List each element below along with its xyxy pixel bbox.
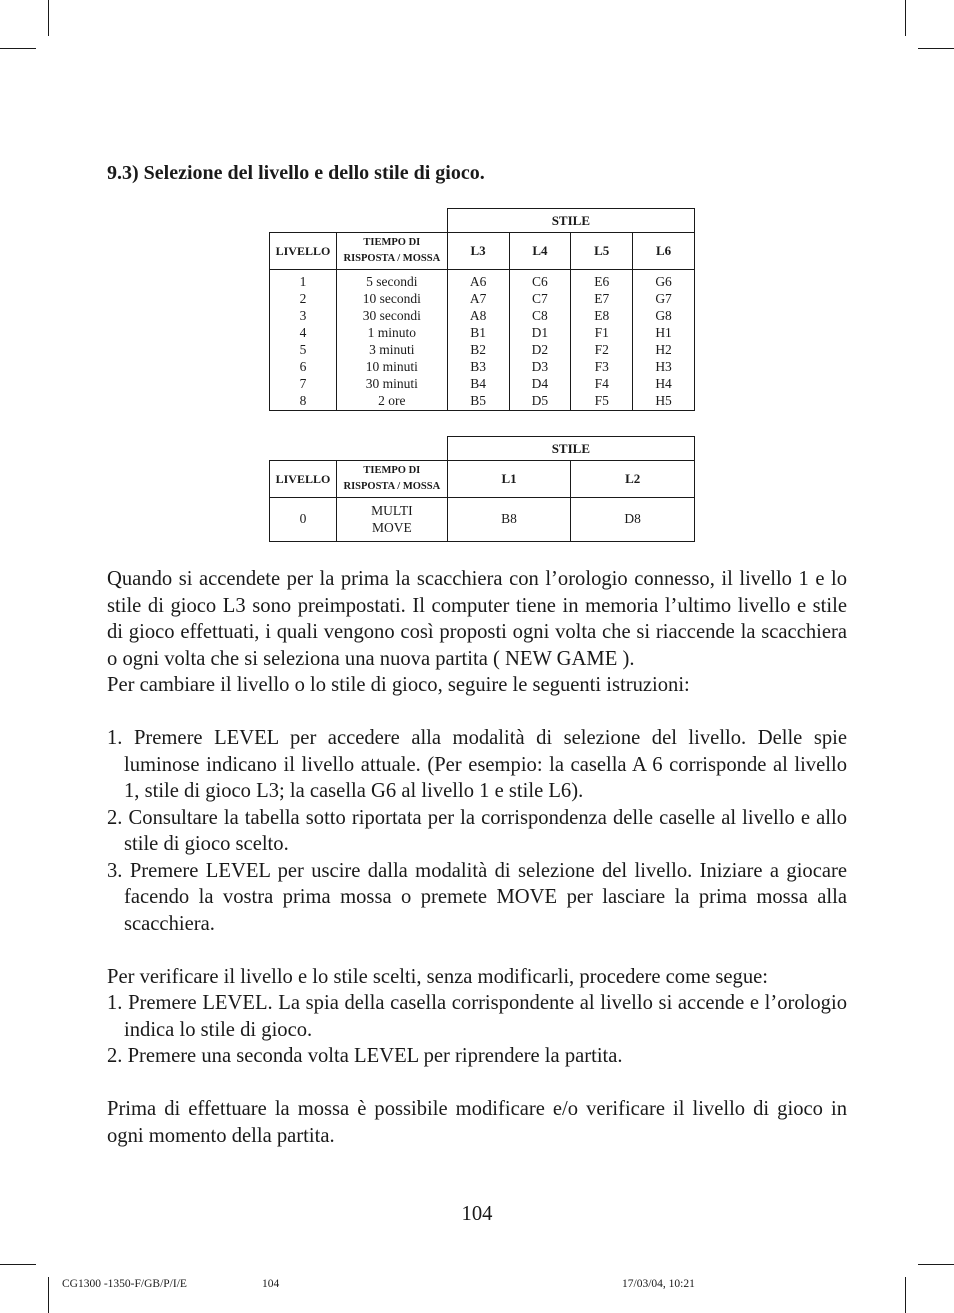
table-row [270, 376, 695, 393]
table-cell: D2 [509, 342, 571, 359]
table-cell: E6 [571, 274, 633, 291]
table-cell: B3 [447, 359, 509, 376]
table-cell: A8 [447, 308, 509, 325]
table-cell: 2 ore [336, 393, 447, 411]
table-cell: D5 [509, 393, 571, 411]
table-cell: H1 [633, 325, 695, 342]
table-cell: B5 [447, 393, 509, 411]
table-cell: F3 [571, 359, 633, 376]
table-cell: D3 [509, 359, 571, 376]
footer-page: 104 [262, 1278, 280, 1290]
table-row [270, 325, 695, 342]
table-cell: F4 [571, 376, 633, 393]
table-cell: A6 [447, 274, 509, 291]
list-item: 2. Premere una seconda volta LEVEL per riprendere la partita. [107, 1045, 623, 1067]
table-cell: D1 [509, 325, 571, 342]
table-cell: G8 [633, 308, 695, 325]
table-row [270, 291, 695, 308]
list-item: 1. Premere LEVEL per accedere alla modalità di selezione del livello. Delle spie luminose indicano il livello attuale. (Per esempio: la casella A 6 corrisponde al livello 1, stile di gioco L3; la casella G6 al livello 1 e stile L6). [107, 727, 847, 802]
table-cell: C8 [509, 308, 571, 325]
list-item: 3. Premere LEVEL per uscire dalla modalità di selezione del livello. Iniziare a giocare facendo la vostra prima mossa o premete MOVE per lasciare la prima mossa alla scacchiera. [107, 859, 847, 935]
table-cell: F1 [571, 325, 633, 342]
crop-mark [918, 1264, 954, 1265]
page-number: 104 [461, 1203, 493, 1225]
table-cell: 0 [270, 498, 337, 542]
crop-mark [0, 1264, 36, 1265]
tempo-header: TIEMPO DI RISPOSTA / MOSSA [336, 461, 447, 498]
table-cell: 8 [270, 393, 337, 411]
table-row [270, 359, 695, 376]
table-cell: 10 secondi [336, 291, 447, 308]
footer-code: CG1300 -1350-F/GB/P/I/E [62, 1278, 187, 1290]
table-cell: 5 [270, 342, 337, 359]
body-text [107, 566, 847, 1149]
table-cell: G6 [633, 274, 695, 291]
crop-mark [918, 48, 954, 49]
table-cell: F2 [571, 342, 633, 359]
section-heading: 9.3) Selezione del livello e dello stile di gioco. [107, 162, 485, 184]
level-style-table-1 [269, 208, 695, 411]
livello-header: LIVELLO [270, 233, 337, 270]
table-cell: A7 [447, 291, 509, 308]
table-cell: 30 minuti [336, 376, 447, 393]
paragraph: Per verificare il livello e lo stile scelti, senza modificarli, procedere come segue: [107, 965, 769, 988]
table-row [270, 393, 695, 411]
table-cell: 3 [270, 308, 337, 325]
table-cell: E7 [571, 291, 633, 308]
table-cell: 2 [270, 291, 337, 308]
footer-date: 17/03/04, 10:21 [622, 1278, 695, 1290]
paragraph: Per cambiare il livello o lo stile di gioco, seguire le seguenti istruzioni: [107, 674, 690, 696]
table-cell: 30 secondi [336, 308, 447, 325]
stile-header: STILE [447, 437, 694, 461]
table-cell: D8 [571, 498, 695, 542]
livello-header: LIVELLO [270, 461, 337, 498]
table-cell: 6 [270, 359, 337, 376]
table-cell: 5 secondi [336, 274, 447, 291]
table-row [270, 274, 695, 291]
table-row [270, 342, 695, 359]
crop-mark [905, 1277, 906, 1313]
level-style-table-2 [269, 436, 695, 542]
crop-mark [0, 48, 36, 49]
table-cell: B8 [447, 498, 571, 542]
style-header-l2: L2 [571, 461, 695, 498]
crop-mark [48, 1277, 49, 1313]
table-cell: 3 minuti [336, 342, 447, 359]
stile-header: STILE [447, 209, 694, 233]
tempo-header: TIEMPO DI RISPOSTA / MOSSA [336, 233, 447, 270]
table-cell: C6 [509, 274, 571, 291]
list-item: 1. Premere LEVEL. La spia della casella corrispondente al livello si accende e l’orologio indica lo stile di gioco. [107, 992, 847, 1041]
table-cell: MULTI MOVE [336, 498, 447, 542]
table-cell: 10 minuti [336, 359, 447, 376]
style-header-l6: L6 [633, 233, 695, 270]
table-row [270, 308, 695, 325]
style-header-l1: L1 [447, 461, 571, 498]
table-cell: F5 [571, 393, 633, 411]
table-cell: H2 [633, 342, 695, 359]
style-header-l4: L4 [509, 233, 571, 270]
style-header-l5: L5 [571, 233, 633, 270]
crop-mark [905, 0, 906, 36]
table-cell: B1 [447, 325, 509, 342]
table-cell: D4 [509, 376, 571, 393]
table-cell: E8 [571, 308, 633, 325]
table-cell: B2 [447, 342, 509, 359]
table-cell: 1 [270, 274, 337, 291]
table-cell: H5 [633, 393, 695, 411]
paragraph: Prima di effettuare la mossa è possibile modificare e/o verificare il livello di gioco in ogni momento della partita. [107, 1098, 847, 1147]
table-cell: G7 [633, 291, 695, 308]
style-header-l3: L3 [447, 233, 509, 270]
paragraph: Quando si accendete per la prima la scacchiera con l’orologio connesso, il livello 1 e lo stile di gioco L3 sono preimpostati. Il computer tiene in memoria l’ultimo livello e stile di gioco effettuati, i quali vengono così proposti ogni volta che si riaccende la scacchiera o ogni volta che si seleziona una nuova partita ( NEW GAME ). [107, 568, 847, 670]
crop-mark [48, 0, 49, 36]
table-cell: H4 [633, 376, 695, 393]
list-item: 2. Consultare la tabella sotto riportata per la corrispondenza delle caselle al livello e allo stile di gioco scelto. [107, 806, 847, 855]
table-cell: C7 [509, 291, 571, 308]
table-cell: H3 [633, 359, 695, 376]
table-cell: 4 [270, 325, 337, 342]
table-cell: B4 [447, 376, 509, 393]
table-cell: 1 minuto [336, 325, 447, 342]
table-cell: 7 [270, 376, 337, 393]
